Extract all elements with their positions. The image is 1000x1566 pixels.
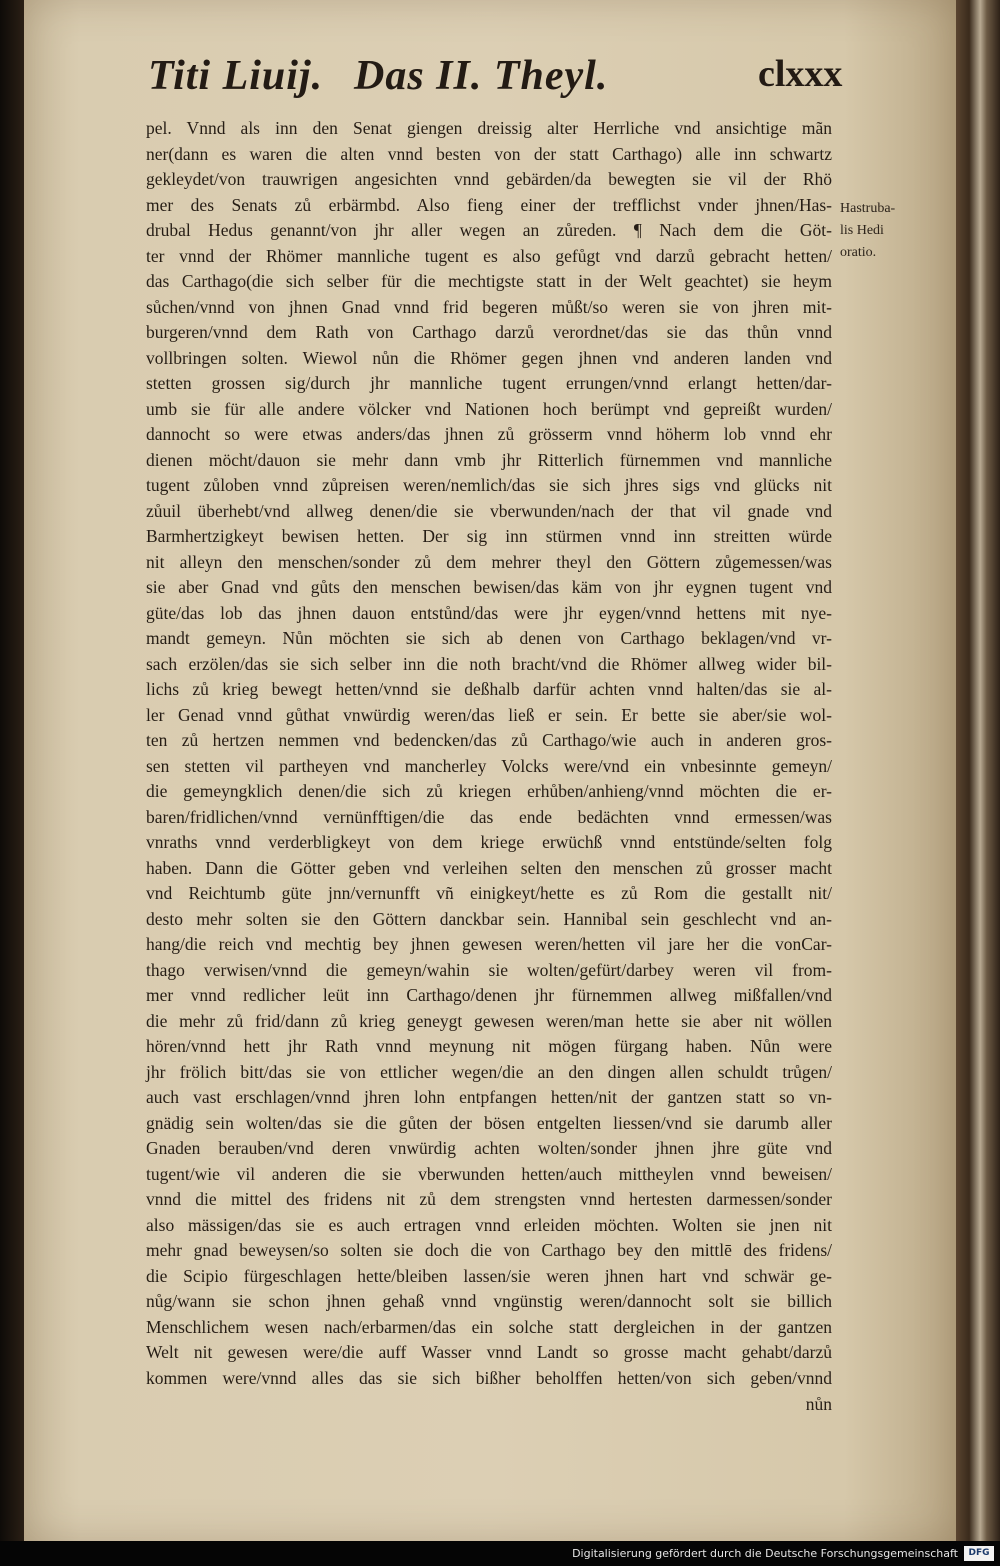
text-line: kommen were/vnnd alles das sie sich bißher beholffen hetten/von sich geben/vnnd: [146, 1367, 832, 1388]
text-line: vnraths vnnd verderbligkeyt von dem kriege erwüchß vnnd entstünde/selten folg: [146, 832, 832, 852]
text-line: nit alleyn den menschen/sonder zů dem mehrer theyl den Göttern zůgemessen/was: [146, 551, 832, 572]
page-edge: [956, 0, 1000, 1541]
text-line: gnädig sein wolten/das sie die gůten der bösen entgelten liessen/vnd sie darumb aller: [146, 1112, 832, 1133]
text-line: hang/die reich vnd mechtig bey jhnen gewesen weren/hetten vil jare her die vonCar-: [146, 934, 832, 954]
text-line: sen stetten vil partheyen vnd mancherley Volcks were/vnd ein vnbesinnte gemeyn/: [146, 755, 832, 776]
text-line: drubal Hedus genannt/von jhr aller wegen an zůreden. ¶ Nach dem die Göt-: [146, 220, 832, 240]
text-line: tugent zůloben vnnd zůpreisen weren/nemlich/das sie sich jhres sigs vnd glücks nit: [146, 475, 832, 495]
text-line: desto mehr solten sie den Göttern danckbar sein. Hannibal sein geschlecht vnd an-: [146, 908, 832, 929]
text-line: ner(dann es waren die alten vnnd besten von der statt Carthago) alle inn schwartz: [146, 143, 832, 164]
text-line: vnnd die mittel des fridens nit zů dem strengsten vnnd hertesten darmessen/sonder: [146, 1189, 832, 1209]
text-line: sie aber Gnad vnd gůts den menschen bewisen/das käm von jhr eygnen tugent vnd: [146, 577, 832, 597]
text-line: umb sie für alle andere völcker vnd Nationen hoch berümpt vnd gepreißt wurden/: [146, 398, 832, 419]
funding-credit: Digitalisierung gefördert durch die Deutsche Forschungsgemeinschaft: [572, 1547, 958, 1560]
text-line: das Carthago(die sich selber für die mechtigste statt in der Welt geachtet) sie heym: [146, 271, 832, 291]
margin-note-line: oratio.: [840, 245, 877, 260]
footer-bar: [0, 1541, 1000, 1566]
book-page: [24, 0, 956, 1541]
text-line: ler Genad vnnd gůthat vnwürdig weren/das ließ er sein. Er bette sie aber/sie wol-: [146, 704, 832, 725]
text-line: dannocht so were etwas anders/das jhnen zů grösserm vnnd höherm lob vnnd ehr: [146, 424, 832, 444]
text-line: tugent/wie vil anderen die sie vberwunden hetten/auch mittheylen vnnd beweisen/: [146, 1163, 832, 1184]
margin-note-line: Hastruba-: [840, 201, 896, 216]
folio-number: clxxx: [758, 53, 843, 95]
text-line: die Scipio fürgeschlagen hette/bleiben lassen/sie weren jhnen hart vnd schwär ge-: [146, 1265, 832, 1286]
text-line: burgeren/vnnd dem Rath von Carthago darzů verordnet/das sie das thůn vnnd: [146, 322, 832, 342]
text-line: vnd Reichtumb güte jnn/vernunfft vñ einigkeyt/hette es zů Rom die gestallt nit/: [146, 883, 832, 903]
text-line: jhr frölich bitt/das sie von ettlicher wegen/die an den dingen allen schuldt trůgen/: [146, 1061, 832, 1082]
margin-note: [840, 198, 920, 264]
text-line: Menschlichem wesen nach/erbarmen/das ein solche statt dergleichen in der gantzen: [146, 1316, 832, 1337]
text-line: baren/fridlichen/vnnd vernünfftigen/die das ende bedächten vnnd ermessen/was: [146, 806, 832, 827]
margin-note-line: lis Hedi: [840, 223, 884, 238]
text-line: Welt nit gewesen were/die auff Wasser vnnd Landt so grosse macht gehabt/darzů: [146, 1342, 832, 1362]
text-line: die mehr zů frid/dann zů krieg geneygt gewesen weren/man hette sie aber nit wöllen: [146, 1010, 832, 1031]
text-line: Gnaden berauben/vnd deren vnwürdig achten wolten/sonder jhnen jhre güte vnd: [146, 1138, 832, 1158]
text-line: mer des Senats zů erbärmbd. Also fieng einer der trefflichst vnder jhnen/Has-: [146, 194, 832, 215]
text-line: mandt gemeyn. Nůn möchten sie sich ab denen von Carthago beklagen/vnd vr-: [146, 628, 832, 648]
text-line: güte/das lob das jhnen dauon entstůnd/das were jhr eygen/vnnd hettens mit nye-: [146, 602, 832, 623]
text-line: mehr gnad beweysen/so solten sie doch die von Carthago bey den mittlē des fridens/: [146, 1240, 832, 1260]
text-line: sůchen/vnnd von jhnen Gnad vnnd frid begeren můßt/so weren sie von jhren mit-: [146, 296, 832, 317]
text-line: hören/vnnd hett jhr Rath vnnd meynung nit mögen fürgang haben. Nůn were: [146, 1036, 832, 1056]
text-line: sach erzölen/das sie sich selber inn die noth bracht/vnd die Rhömer allweg wider bil-: [146, 653, 832, 674]
text-line: dienen möcht/dauon sie mehr dann vmb jhr Ritterlich fürnemmen vnd mannliche: [146, 449, 832, 470]
catchword: nůn: [805, 1394, 832, 1414]
text-line: pel. Vnnd als inn den Senat giengen dreissig alter Herrliche vnd ansichtige mãn: [146, 118, 832, 138]
text-line: gekleydet/von trauwrigen angesichten vnnd gebärden/da bewegten sie vil der Rhö: [146, 169, 832, 189]
running-title-center: Das II. Theyl.: [354, 53, 609, 99]
text-line: also mässigen/das sie es auch ertragen vnnd erleiden möchten. Wolten sie jnen nit: [146, 1214, 832, 1235]
text-line: ter vnnd der Rhömer mannliche tugent es also gefůgt vnd darzů gebracht hetten/: [146, 245, 832, 266]
text-line: thago verwisen/vnnd die gemeyn/wahin sie wolten/gefürt/darbey weren vil from-: [146, 959, 832, 980]
text-line: ten zů hertzen nemmen vnd bedencken/das zů Carthago/wie auch in anderen gros-: [146, 730, 832, 750]
text-line: vollbringen solten. Wiewol nůn die Rhömer gegen jhnen vnd anderen landen vnd: [146, 347, 832, 368]
text-line: haben. Dann die Götter geben vnd verleihen selten den menschen zů grosser macht: [146, 857, 832, 878]
body-text: [146, 116, 832, 1391]
text-line: auch vast erschlagen/vnnd jhren lohn entpfangen hetten/nit der gantzen statt so vn-: [146, 1087, 832, 1107]
text-line: Barmhertzigkeyt bewisen hetten. Der sig inn stürmen vnnd inn streitten würde: [146, 526, 832, 546]
text-line: mer vnnd redlicher leüt inn Carthago/denen jhr fürnemmen allweg mißfallen/vnd: [146, 985, 832, 1005]
text-line: nůg/wann sie schon jhnen gehaß vnnd vngünstig weren/dannocht solt sie billich: [146, 1291, 832, 1311]
text-line: stetten grossen sig/durch jhr mannliche tugent errungen/vnnd erlangt hetten/dar-: [146, 373, 832, 393]
dfg-logo: DFG: [964, 1546, 994, 1561]
book-spine-shadow: [0, 0, 24, 1541]
text-line: die gemeyngklich denen/die sich zů kriegen erhůben/anhieng/vnnd möchten die er-: [146, 781, 832, 801]
text-line: lichs zů krieg bewegt hetten/vnnd sie deßhalb darfür achten vnnd halten/das sie al-: [146, 679, 832, 699]
text-line: zůuil überhebt/vnd allweg denen/die sie vberwunden/nach der that vil gnade vnd: [146, 500, 832, 521]
running-title-left: Titi Liuij.: [148, 53, 324, 99]
